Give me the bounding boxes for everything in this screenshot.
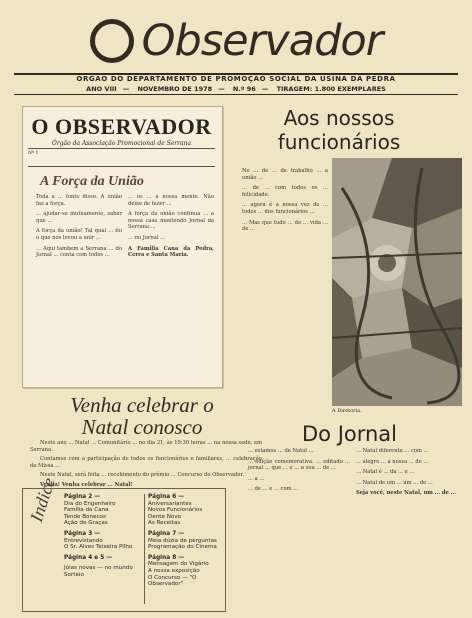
index-item: O Concurso — "O Observador" <box>148 574 197 588</box>
index-page: Página 6 — <box>148 494 185 500</box>
clipping-headline: A Força da União <box>40 174 144 189</box>
clipping-signature: A Família Cana da Pedra, Cerra e Santa Maria. <box>128 245 214 259</box>
index-right-column <box>148 494 222 588</box>
index-item: Entrevistando <box>64 537 103 544</box>
jornal-paragraph: Seja você, neste Natal, um ... de ... <box>356 490 457 497</box>
masthead-logo <box>10 4 462 78</box>
index-item: Ação de Graças <box>64 520 108 527</box>
clipping-column-2 <box>128 194 214 259</box>
index-entry <box>64 531 142 551</box>
funcionarios-paragraph: No ... de ... de trabalho ... a união ... <box>242 168 328 181</box>
jornal-paragraph: ... Natal é ... da ... e ... <box>356 469 415 476</box>
index-item: Novos Funcionários <box>148 507 203 514</box>
funcionarios-headline: Aos nossos funcionários <box>277 106 401 154</box>
clipping-paragraph: A força da união continua ... a nossa casa mantendo Jornal da Serrana ... <box>128 211 214 231</box>
index-item: Mensagem do Vigário <box>148 561 209 568</box>
masthead-o-letter <box>90 19 134 63</box>
index-item: O Sr. Alves Teixeira Pilho <box>64 544 133 551</box>
index-entry <box>64 494 142 527</box>
natal-paragraph: Venha! Venha celebrar ... Natal! <box>40 481 133 488</box>
issue-date: NOVEMBRO DE 1978 <box>137 85 213 93</box>
clipping-paragraph: ... Aqui tambem a Serrana ... do Jornal ... conta com todos ... <box>36 245 122 259</box>
jornal-paragraph: ... estamos ... de Natal ... <box>248 448 314 454</box>
clipping-meta <box>28 151 215 156</box>
issue-year: ANO VIII <box>86 85 117 93</box>
clipping-paragraph: ... no Jornal ... <box>128 234 166 241</box>
jornal-paragraph: ... Natal diferente ... com ... <box>356 448 429 454</box>
clipping-rule-bottom <box>28 166 215 167</box>
stained-glass-artwork <box>332 158 462 406</box>
natal-paragraph: Neste Natal, será feita ... recebimento do prêmio ... Concurso do Observador. <box>40 472 244 479</box>
artwork-svg <box>332 158 462 406</box>
clipping-subtitle: Órgão da Associação Promocional de Serrana <box>51 140 192 147</box>
index-item: A nossa exposição <box>148 567 200 574</box>
index-left-column <box>64 494 142 579</box>
natal-paragraph: Contamos com a participação de todos os funcionários e familiares, ... celebração da Missa ... <box>30 456 262 469</box>
masthead-title: Observador <box>141 16 383 66</box>
jornal-column-1 <box>248 448 350 493</box>
funcionarios-column <box>242 168 328 233</box>
clipping-paragraph: Toda a ... fonte disso. A união faz a força. <box>36 194 122 207</box>
funcionarios-paragraph: ... de ... com todos os ... felicidade. <box>242 185 328 198</box>
jornal-paragraph: ... de ... e ... com ... <box>248 486 299 493</box>
index-item: Aniversariantes <box>148 500 192 507</box>
index-word: Indice <box>26 475 59 525</box>
index-item: Meia dúzia de perguntas <box>148 537 217 544</box>
index-entry <box>148 555 222 588</box>
index-entry <box>148 531 222 551</box>
index-item: Sorteio <box>64 571 84 578</box>
index-page: Página 3 — <box>64 530 101 537</box>
issue-number: N.º 96 <box>232 85 256 93</box>
masthead-org: ÓRGÃO DO DEPARTAMENTO DE PROMOÇÃO SOCIAL DA USINA DA PEDRA <box>76 75 396 83</box>
index-entry <box>148 494 222 527</box>
index-item: Programação do Cinema <box>148 544 217 551</box>
clipping-meta-left: Nº 1 <box>28 151 39 156</box>
jornal-paragraph: ... alegre ... a nossa ... de ... <box>356 458 429 465</box>
index-divider <box>144 494 145 604</box>
index-page: Página 2 — <box>64 494 101 500</box>
jornal-paragraph: ... Natal de um ... um ... de ... <box>356 479 433 486</box>
index-item: Dia do Engenheiro <box>64 500 116 507</box>
natal-headline: Venha celebrar o Natal conosco <box>70 393 214 439</box>
index-entry <box>64 565 142 578</box>
index-item: Família da Cana <box>64 507 109 514</box>
jornal-paragraph: ... a ... <box>248 475 265 482</box>
clipping-paragraph: ... ajudar-se mutuamente, saber que ... <box>36 211 122 224</box>
artwork-caption: A Diretoria. <box>332 408 362 414</box>
funcionarios-paragraph: ... Mas que tudo ... de ... vida ... de ... <box>242 219 328 233</box>
clipping-paragraph: ... os ... a nossa mente. Não deixe de fazer ... <box>128 194 214 207</box>
clipping-paragraph: A força da união! Tal qual ... foi o que nos levou a unir ... <box>36 228 122 241</box>
masthead-rule-bottom <box>14 94 458 95</box>
index-item: Dente Novo <box>148 513 182 520</box>
natal-text <box>30 440 262 489</box>
index-item: As Receitas <box>148 520 181 527</box>
natal-paragraph: Neste ano ... Natal ... Comunitário ... no dia 21, às 19:30 horas ... na nossa sede, em Serrana. <box>30 440 262 453</box>
jornal-column-2 <box>356 448 460 497</box>
jornal-paragraph: ... edição comemorativa. ... editado ... jornal ... que ... e ... a sua ... de ... <box>248 458 350 472</box>
issue-line: ANO VIII — NOVEMBRO DE 1978 — N.º 96 — TIRAGEM: 1.800 EXEMPLARES <box>86 85 386 93</box>
funcionarios-paragraph: ... agora é a nossa vez de ... todos ... dos funcionários ... <box>242 202 328 215</box>
issue-print-run: TIRAGEM: 1.800 EXEMPLARES <box>276 85 386 93</box>
index-item: Tende Bonecos <box>64 513 106 520</box>
clipping-column-1 <box>36 194 122 259</box>
jornal-headline: Do Jornal <box>302 422 398 446</box>
index-page: Página 7 — <box>148 530 185 537</box>
index-page: Página 8 — <box>148 554 185 561</box>
clipping-rule <box>28 148 215 149</box>
index-page: Página 4 e 5 — <box>64 554 113 561</box>
index-item: Jóias novas — no mundo <box>64 565 133 572</box>
index-entry <box>64 555 142 562</box>
clipping-title: O OBSERVADOR <box>31 114 212 139</box>
